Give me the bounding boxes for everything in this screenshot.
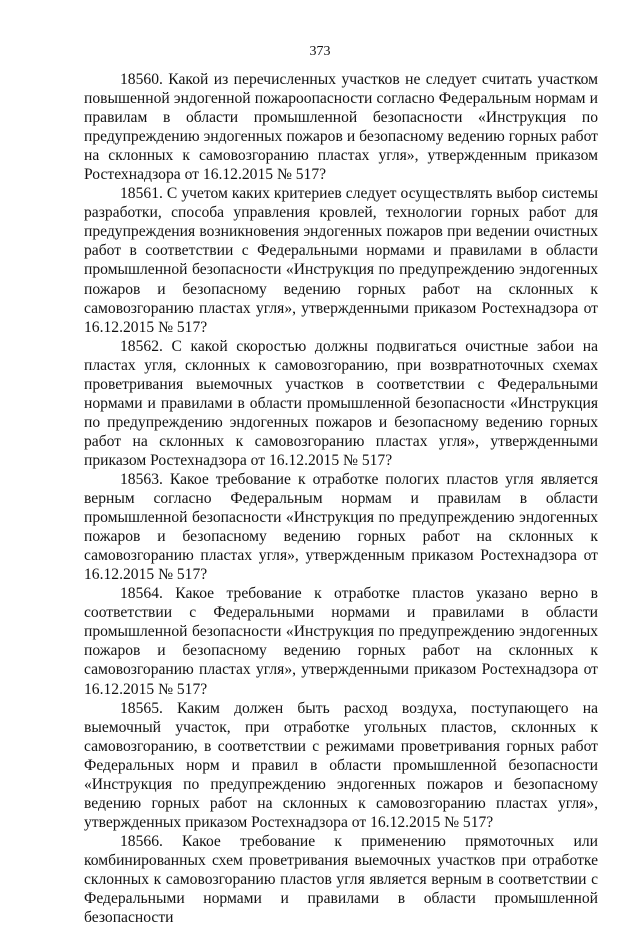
question-18565: 18565. Каким должен быть расход воздуха, поступающего на выемочный участок, при отработке угольных пластов, склонных к самовозгоранию, в соответствии с режимами проветривания горных работ Федеральных норм и правил в области промышленной безопасности «Инструкция по предупреждению эндогенных пожаров и безопасному ведению горных работ на склонных к самовозгоранию пластах угля», утвержденных приказом Ростехнадзора от 16.12.2015 № 517?: [84, 699, 598, 831]
question-18566: 18566. Какое требование к применению прямоточных или комбинированных схем проветривания выемочных участков при отработке склонных к самовозгоранию пластов угля является верным в соответствии с Федеральными нормами и правилами в области промышленной безопасности: [84, 832, 598, 927]
question-list: [84, 70, 598, 927]
question-18563: 18563. Какое требование к отработке пологих пластов угля является верным согласно Федеральным нормам и правилам в области промышленной безопасности «Инструкция по предупреждению эндогенных пожаров и безопасному ведению горных работ на склонных к самовозгоранию пластах угля», утвержденным приказом Ростехнадзора от 16.12.2015 № 517?: [84, 470, 598, 584]
question-18562: 18562. С какой скоростью должны подвигаться очистные забои на пластах угля, склонных к самовозгоранию, при возвратноточных схемах проветривания выемочных участков в соответствии с Федеральными нормами и правилами в области промышленной безопасности «Инструкция по предупреждению эндогенных пожаров и безопасному ведению горных работ на склонных к самовозгоранию пластах угля», утвержденными приказом Ростехнадзора от 16.12.2015 № 517?: [84, 337, 598, 469]
question-18560: 18560. Какой из перечисленных участков не следует считать участком повышенной эндогенной пожароопасности согласно Федеральным нормам и правилам в области промышленной безопасности «Инструкция по предупреждению эндогенных пожаров и безопасному ведению горных работ на склонных к самовозгоранию пластах угля», утвержденным приказом Ростехнадзора от 16.12.2015 № 517?: [84, 71, 598, 184]
question-18561: 18561. С учетом каких критериев следует осуществлять выбор системы разработки, способа управления кровлей, технологии горных работ для предупреждения возникновения эндогенных пожаров при ведении очистных работ в соответствии с Федеральными нормами и правилами в области промышленной безопасности «Инструкция по предупреждению эндогенных пожаров и безопасному ведению горных работ на склонных к самовозгоранию пластах угля», утвержденными приказом Ростехнадзора от 16.12.2015 № 517?: [84, 185, 598, 336]
question-18564: 18564. Какое требование к отработке пластов указано верно в соответствии с Федеральными нормами и правилами в области промышленной безопасности «Инструкция по предупреждению эндогенных пожаров и безопасному ведению горных работ на склонных к самовозгоранию пластах угля», утвержденными приказом Ростехнадзора от 16.12.2015 № 517?: [84, 585, 598, 698]
page-number: 373: [309, 44, 331, 59]
